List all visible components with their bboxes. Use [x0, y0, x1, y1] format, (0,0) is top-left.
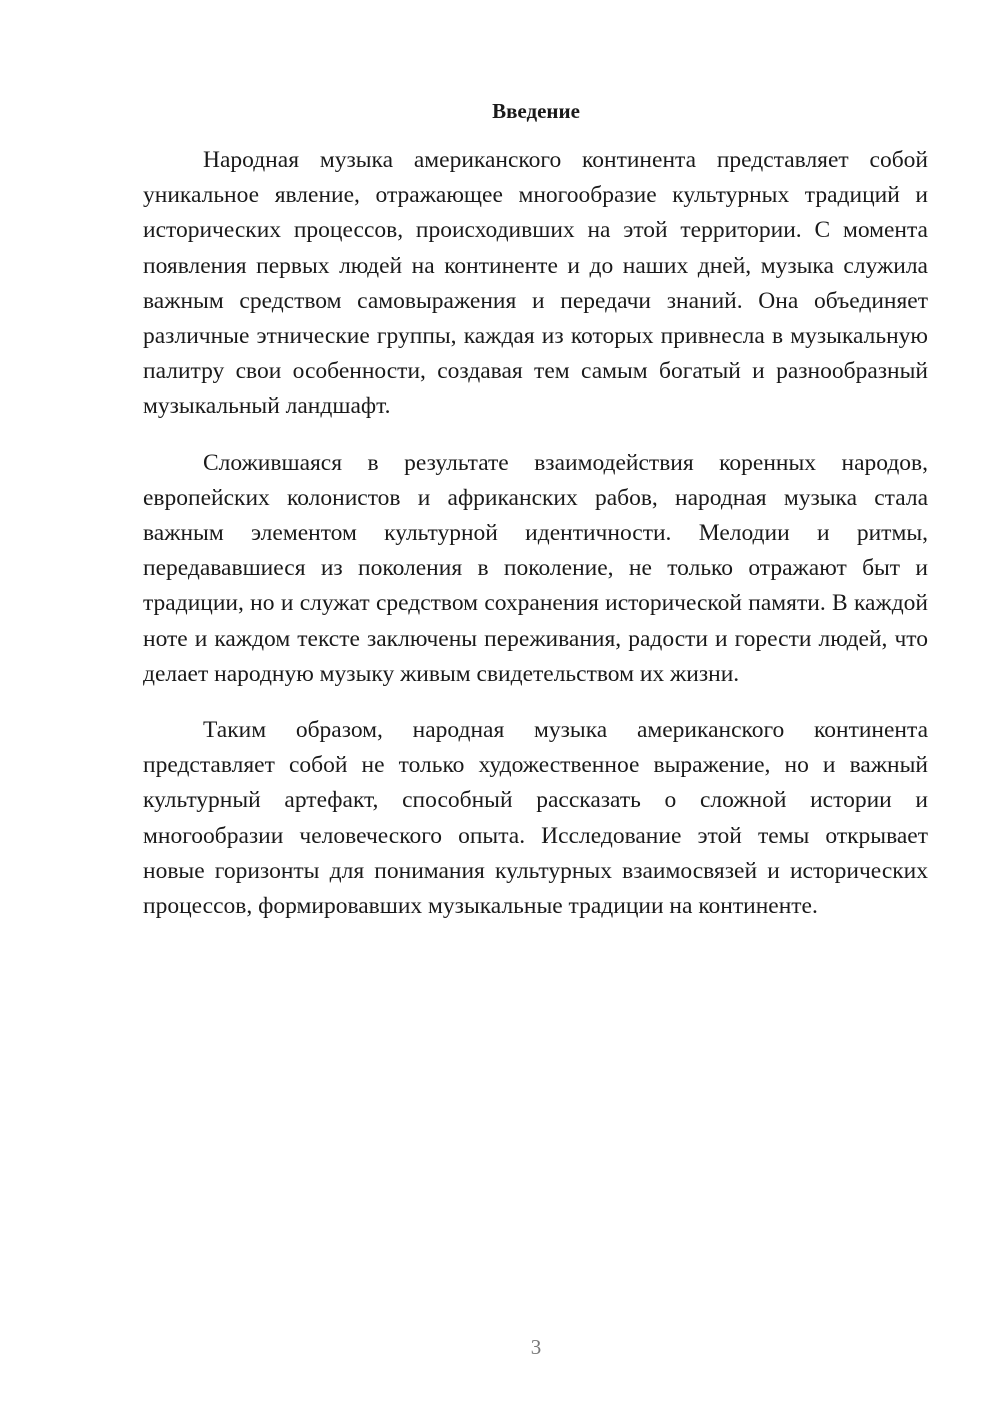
body-text [143, 143, 928, 945]
paragraph-3: Таким образом, народная музыка американского континента представляет собой не только художественное выражение, но и важный культурный артефакт, способный рассказать о сложной истории и многообразии человеческого опыта. Исследование этой темы открывает новые горизонты для понимания культурных взаимосвязей и исторических процессов, формировавших музыкальные традиции на континенте. [143, 717, 928, 920]
section-heading: Введение [492, 99, 580, 123]
paragraph-2: Сложившаяся в результате взаимодействия коренных народов, европейских колонистов и африканских рабов, народная музыка стала важным элементом культурной идентичности. Мелодии и ритмы, передававшиеся из поколения в поколение, не только отражают быт и традиции, но и служат средством сохранения исторической памяти. В каждой ноте и каждом тексте заключены переживания, радости и горести людей, что делает народную музыку живым свидетельством их жизни. [143, 449, 928, 687]
paragraph-1: Народная музыка американского континента представляет собой уникальное явление, отражающее многообразие культурных традиций и исторических процессов, происходивших на этой территории. С момента появления первых людей на континенте и до наших дней, музыка служила важным средством самовыражения и передачи знаний. Она объединяет различные этнические группы, каждая из которых привнесла в музыкальную палитру свои особенности, создавая тем самым богатый и разнообразный музыкальный ландшафт. [143, 147, 928, 420]
page-number: 3 [530, 1335, 542, 1359]
